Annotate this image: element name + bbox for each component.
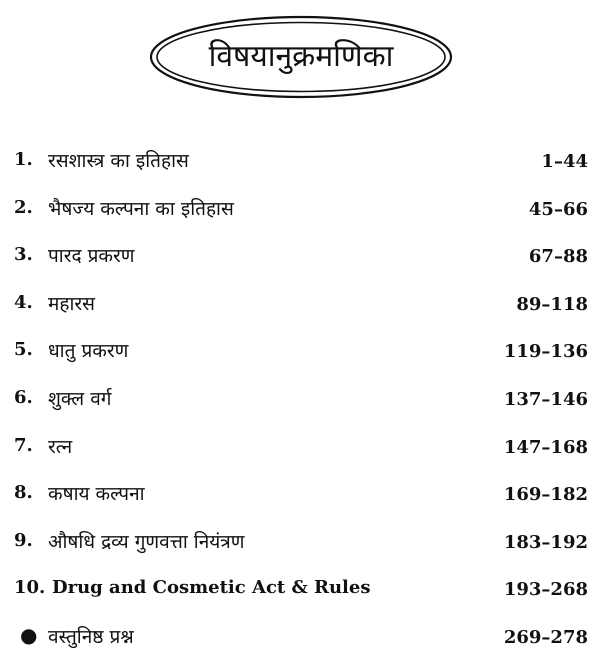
toc-pages: 147–168	[503, 436, 588, 458]
toc-pages: 89–118	[516, 293, 588, 315]
toc-label: रसशास्त्र का इतिहास	[48, 150, 189, 172]
toc-label: महारस	[48, 292, 95, 315]
toc-label: औषधि द्रव्य गुणवत्ता नियंत्रण	[48, 530, 245, 553]
toc-row	[0, 429, 600, 477]
toc-row	[0, 238, 600, 286]
toc-label: पारद प्रकरण	[48, 245, 135, 268]
toc-row	[0, 619, 600, 667]
bullet-icon: ●	[20, 622, 38, 647]
toc-pages: 183–192	[503, 531, 588, 553]
page-title: विषयानुक्रमणिका	[208, 39, 394, 74]
toc-number: 3.	[14, 244, 33, 266]
toc-pages: 137–146	[503, 388, 588, 410]
toc-pages: 269–278	[503, 626, 588, 648]
toc-pages: 169–182	[503, 484, 588, 506]
toc-pages: 1–44	[541, 151, 588, 172]
toc-label: कषाय कल्पना	[48, 483, 145, 506]
toc-pages: 67–88	[528, 246, 588, 268]
toc-row	[0, 191, 600, 239]
toc-row	[0, 333, 600, 381]
toc-pages: 193–268	[503, 579, 588, 601]
toc-label: वस्तुनिष्ठ प्रश्न	[48, 625, 134, 648]
table-of-contents	[0, 143, 600, 667]
toc-row	[0, 524, 600, 572]
toc-label: धातु प्रकरण	[48, 340, 129, 363]
toc-number: 7.	[14, 434, 33, 456]
toc-row	[0, 476, 600, 524]
toc-pages: 45–66	[528, 198, 588, 220]
toc-row	[0, 143, 600, 191]
toc-row	[0, 571, 600, 619]
toc-number: 8.	[14, 482, 33, 504]
toc-number: 9.	[14, 529, 33, 551]
title-frame	[148, 14, 454, 100]
toc-number: 5.	[14, 339, 33, 361]
toc-pages: 119–136	[503, 341, 588, 363]
toc-number: 6.	[14, 386, 33, 408]
toc-row	[0, 286, 600, 334]
toc-label: Drug and Cosmetic Act & Rules	[52, 577, 371, 599]
toc-number: 2.	[14, 196, 33, 218]
toc-number: 4.	[14, 291, 33, 313]
toc-label: भैषज्य कल्पना का इतिहास	[48, 197, 234, 220]
toc-number: 1.	[14, 149, 33, 170]
toc-label: शुक्ल वर्ग	[48, 387, 112, 410]
toc-number: 10.	[14, 577, 46, 599]
toc-label: रत्न	[48, 435, 73, 458]
toc-row	[0, 381, 600, 429]
